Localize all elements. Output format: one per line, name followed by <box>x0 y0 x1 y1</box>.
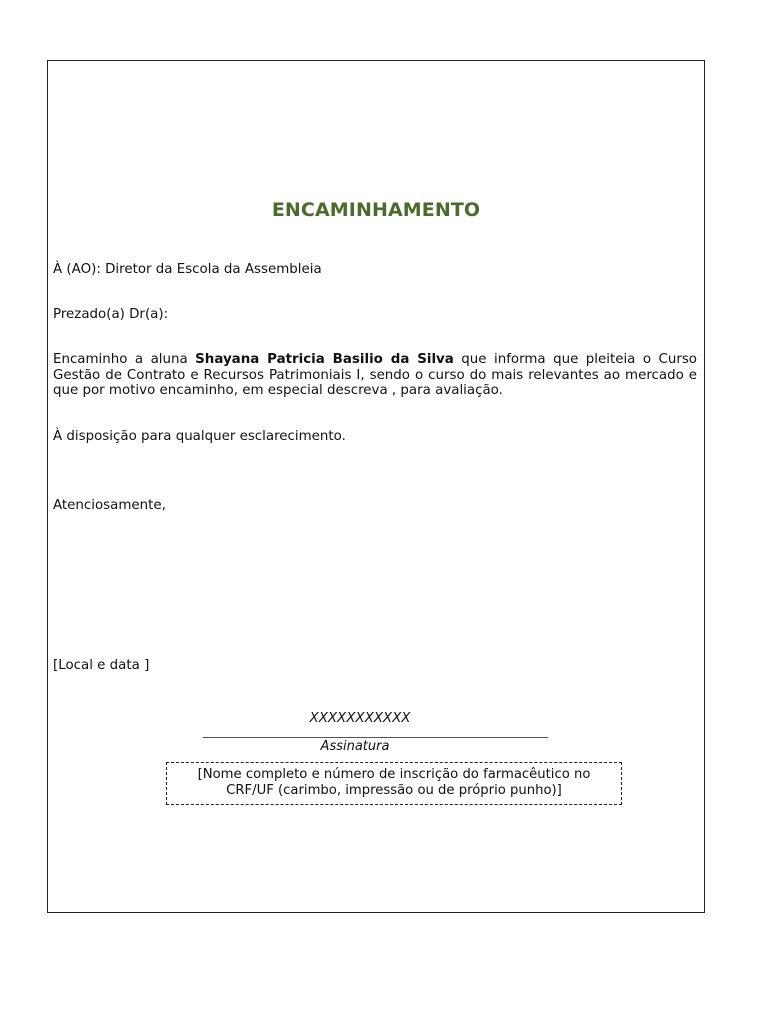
availability-line: À disposição para qualquer esclarecimento. <box>53 429 346 444</box>
signature-name: XXXXXXXXXXX <box>309 711 411 726</box>
document-page <box>47 60 705 913</box>
signature-line <box>203 737 548 738</box>
body-paragraph <box>53 352 697 399</box>
place-date-line: [Local e data ] <box>53 658 150 673</box>
salutation-line: Prezado(a) Dr(a): <box>53 307 169 322</box>
body-intro: Encaminho a aluna <box>53 352 196 367</box>
student-name: Shayana Patricia Basilio da Silva <box>195 352 454 367</box>
signature-caption: Assinatura <box>320 739 390 754</box>
closing-line: Atenciosamente, <box>53 498 166 513</box>
body-rest: que informa que pleiteia o Curso Gestão de Contrato e Recursos Patrimoniais I, sendo o curso do mais relevantes ao mercado e que por motivo encaminho, em especial descreva , para avaliação. <box>53 352 698 398</box>
stamp-line-2: CRF/UF (carimbo, impressão ou de próprio punho)] <box>226 783 562 798</box>
stamp-box <box>166 762 622 805</box>
recipient-line: À (AO): Diretor da Escola da Assembleia <box>53 262 322 277</box>
stamp-line-1: [Nome completo e número de inscrição do farmacêutico no <box>197 767 591 782</box>
document-title: ENCAMINHAMENTO <box>271 199 481 221</box>
